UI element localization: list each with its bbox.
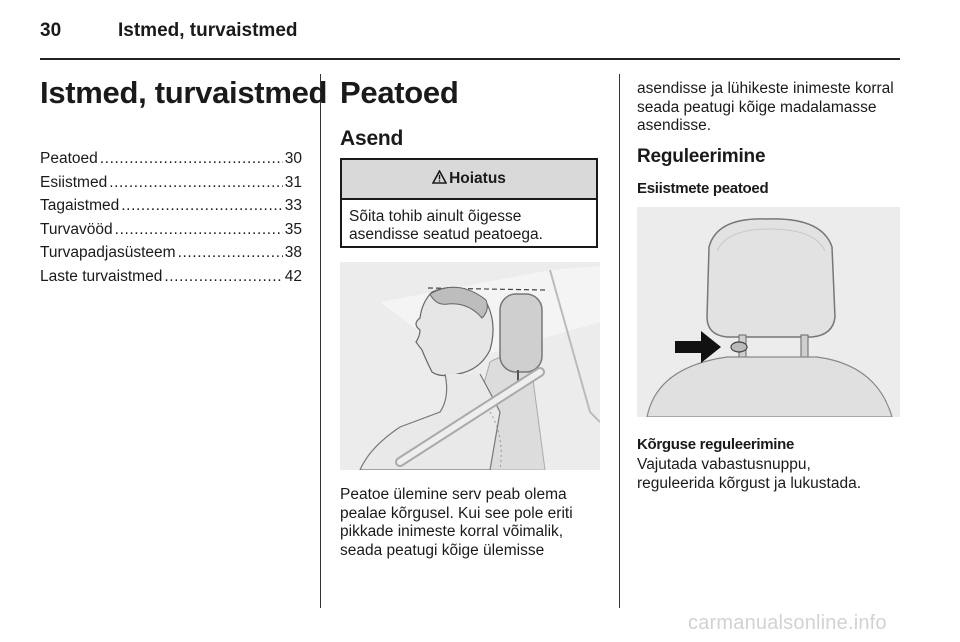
warning-triangle-icon	[432, 170, 447, 189]
toc-entry-label: Laste turvaistmed	[40, 267, 163, 285]
driver-headrest-illustration	[340, 262, 600, 470]
toc-leader-dots	[115, 221, 283, 239]
warning-text: Sõita tohib ainult õigesse asendisse seatud peatoega.	[349, 208, 543, 243]
toc-entry[interactable]	[40, 174, 302, 198]
warning-box	[340, 158, 598, 248]
section-title: Peatoed	[340, 75, 459, 110]
toc-entry-label: Peatoed	[40, 150, 98, 167]
page-number: 30	[40, 20, 62, 41]
toc-entry-page: 31	[284, 173, 302, 191]
position-paragraph: Peatoe ülemine serv peab olema pealae kõrgusel. Kui see pole eriti pikkade inimeste korral võimalik, seada peatugi kõige ülemisse	[340, 486, 573, 559]
toc-entry-page: 33	[284, 197, 302, 214]
subsection-title: Asend	[340, 127, 404, 150]
toc-leader-dots	[109, 174, 283, 192]
watermark: carmanualsonline.info	[688, 612, 887, 634]
toc-leader-dots	[178, 244, 283, 262]
toc-entry[interactable]	[40, 197, 302, 221]
headrest-position-figure	[340, 262, 600, 470]
toc-entry-label: Turvavööd	[40, 220, 113, 238]
toc-entry-page: 38	[284, 244, 302, 261]
adjustment-title: Reguleerimine	[637, 146, 766, 167]
running-header: Istmed, turvaistmed	[118, 20, 298, 41]
chapter-title: Istmed, turvaistmed	[40, 75, 328, 110]
toc-leader-dots	[121, 197, 282, 215]
toc-entry-page: 42	[284, 267, 302, 285]
headrest-release-button-illustration	[637, 207, 900, 417]
front-headrests-title: Esiistmete peatoed	[637, 180, 769, 197]
position-paragraph-continued: asendisse ja lühikeste inimeste korral seada peatugi kõige madalamasse asendisse.	[637, 80, 894, 134]
toc-entry-page: 35	[284, 220, 302, 238]
toc-entry[interactable]	[40, 221, 302, 245]
toc-leader-dots	[100, 150, 283, 168]
toc-entry-label: Turvapadjasüsteem	[40, 244, 176, 261]
toc-entry[interactable]	[40, 268, 302, 292]
warning-title: Hoiatus	[449, 170, 506, 187]
toc-entry-label: Esiistmed	[40, 173, 108, 191]
toc-entry[interactable]	[40, 244, 302, 268]
height-adjustment-title: Kõrguse reguleerimine	[637, 436, 795, 453]
toc-leader-dots	[164, 268, 282, 286]
table-of-contents	[40, 150, 302, 291]
headrest-adjustment-figure	[637, 207, 900, 417]
toc-entry-label: Tagaistmed	[40, 197, 120, 214]
column-divider-1	[320, 74, 321, 608]
warning-header	[342, 160, 596, 200]
toc-entry-page: 30	[284, 150, 302, 167]
toc-entry[interactable]	[40, 150, 302, 174]
header-rule	[40, 58, 900, 60]
column-divider-2	[619, 74, 620, 608]
height-adjustment-text: Vajutada vabastusnuppu, reguleerida kõrgust ja lukustada.	[637, 456, 862, 492]
